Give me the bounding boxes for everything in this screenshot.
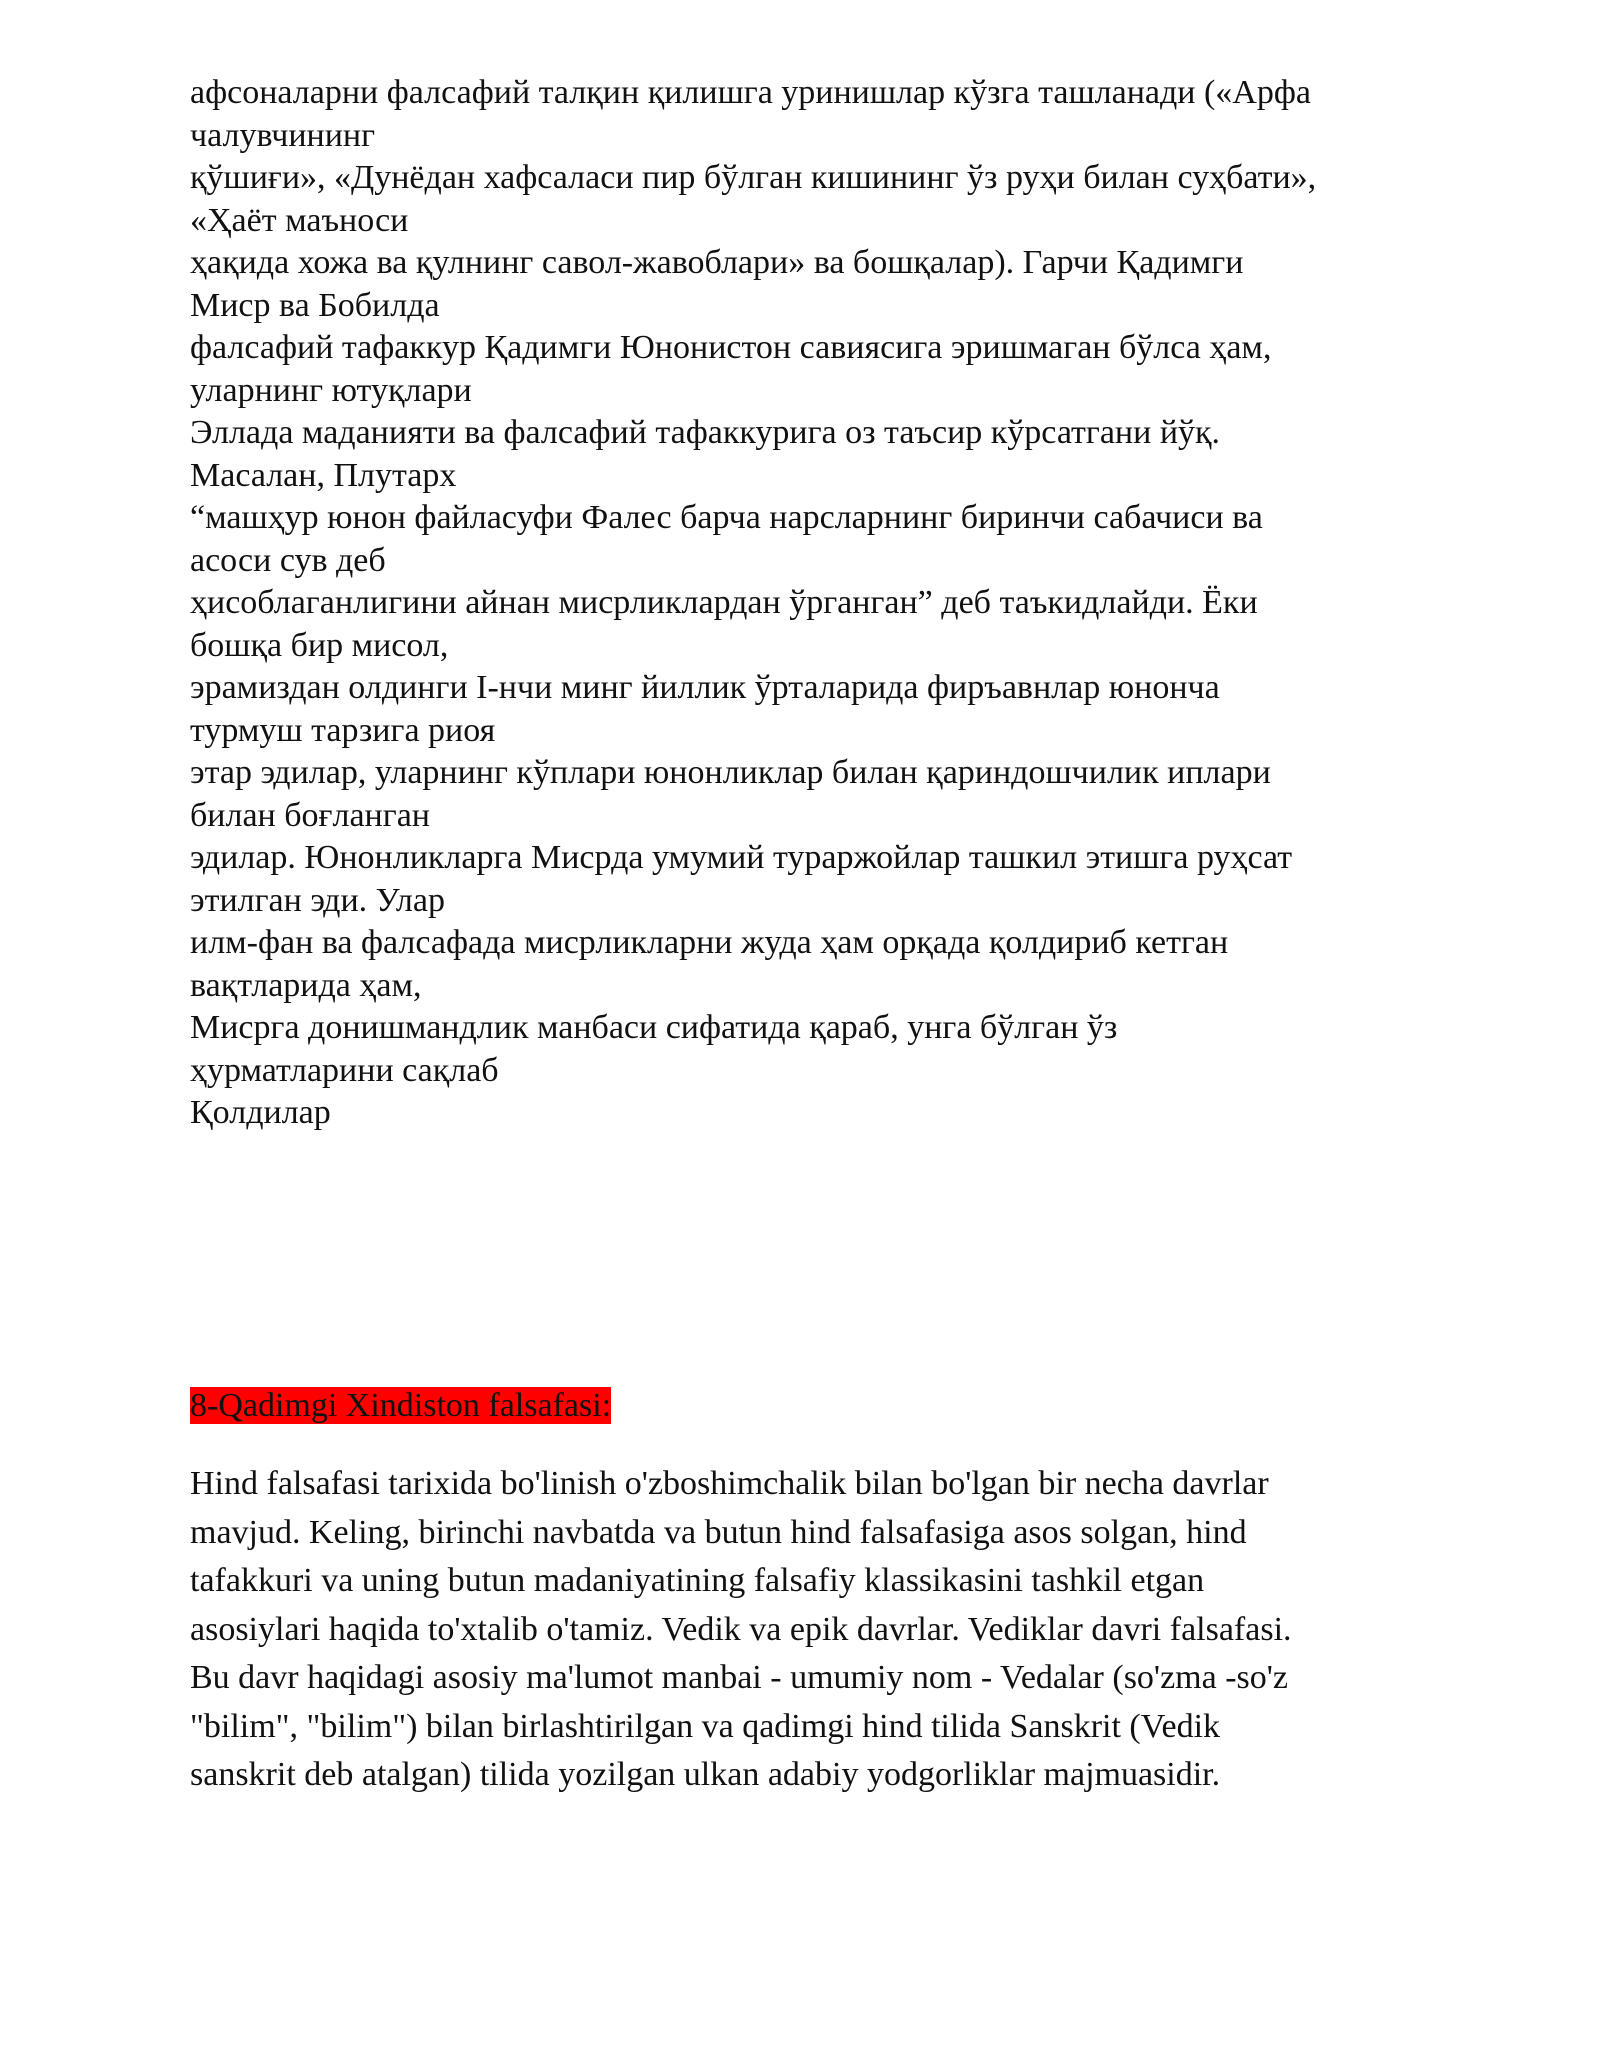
cyrillic-paragraph (190, 72, 1440, 1135)
paragraph-line: вақтларида ҳам, (190, 966, 422, 1004)
paragraph-line: қўшиғи», «Дунёдан хафсаласи пир бўлган кишининг ўз руҳи билан суҳбати», (190, 159, 1317, 196)
paragraph-line: mavjud. Keling, birinchi navbatda va butun hind falsafasiga asos solgan, hind (190, 1513, 1247, 1551)
paragraph-line: Мисрга донишмандлик манбаси сифатида қараб, унга бўлган ўз (190, 1009, 1118, 1046)
paragraph-line: эдилар. Юнонликларга Мисрда умумий тураржойлар ташкил этишга руҳсат (190, 839, 1293, 876)
paragraph-line: бошқа бир мисол, (190, 626, 449, 664)
paragraph-line: "bilim", "bilim") bilan birlashtirilgan va qadimgi hind tilida Sanskrit (Vedik (190, 1707, 1221, 1745)
paragraph-line: ҳурматларини сақлаб (190, 1051, 499, 1089)
paragraph-line: Эллада маданияти ва фалсафий тафаккурига оз таъсир кўрсатгани йўқ. (190, 414, 1221, 451)
paragraph-line: Hind falsafasi tarixida bo'linish o'zboshimchalik bilan bo'lgan bir necha davrlar (190, 1465, 1269, 1502)
paragraph-line: афсоналарни фалсафий талқин қилишга уринишлар кўзга ташланади («Арфа (190, 74, 1311, 111)
section-heading-text: 8-Qadimgi Xindiston falsafasi: (190, 1387, 612, 1424)
paragraph-line: «Ҳаёт маъноси (190, 201, 409, 239)
paragraph-line: турмуш тарзига риоя (190, 711, 496, 749)
paragraph-line: асоси сув деб (190, 541, 386, 579)
paragraph-line: Қолдилар (190, 1094, 331, 1131)
paragraph-line: фалсафий тафаккур Қадимги Юнонистон савиясига эришмаган бўлса ҳам, (190, 329, 1272, 366)
paragraph-line: sanskrit deb atalgan) tilida yozilgan ulkan adabiy yodgorliklar majmuasidir. (190, 1756, 1221, 1793)
paragraph-line: tafakkuri va uning butun madaniyatining falsafiy klassikasini tashkil etgan (190, 1562, 1205, 1599)
section-heading (190, 1385, 611, 1427)
paragraph-line: asosiylari haqida to'xtalib o'tamiz. Vedik va epik davrlar. Vediklar davri falsafasi. (190, 1610, 1292, 1648)
paragraph-line: этилган эди. Улар (190, 881, 445, 919)
paragraph-line: Bu davr haqidagi asosiy ma'lumot manbai - umumiy nom - Vedalar (so'zma -so'z (190, 1659, 1288, 1696)
paragraph-line: Масалан, Плутарх (190, 456, 457, 494)
paragraph-line: уларнинг ютуқлари (190, 371, 472, 409)
paragraph-line: Миср ва Бобилда (190, 286, 440, 324)
paragraph-line: билан боғланган (190, 796, 430, 834)
paragraph-line: чалувчининг (190, 116, 376, 154)
paragraph-line: илм-фан ва фалсафада мисрликларни жуда ҳам орқада қолдириб кетган (190, 924, 1229, 961)
paragraph-line: этар эдилар, уларнинг кўплари юнонликлар билан қариндошчилик иплари (190, 754, 1271, 791)
latin-paragraph (190, 1460, 1440, 1800)
paragraph-line: эрамиздан олдинги I-нчи минг йиллик ўрталарида фиръавнлар юнонча (190, 669, 1220, 706)
paragraph-line: ҳисоблаганлигини айнан мисрликлардан ўрганган” деб таъкидлайди. Ёки (190, 584, 1258, 621)
paragraph-line: “машҳур юнон файласуфи Фалес барча нарсларнинг биринчи сабачиси ва (190, 499, 1263, 536)
paragraph-line: ҳақида хожа ва қулнинг савол-жавоблари» ва бошқалар). Гарчи Қадимги (190, 244, 1244, 281)
